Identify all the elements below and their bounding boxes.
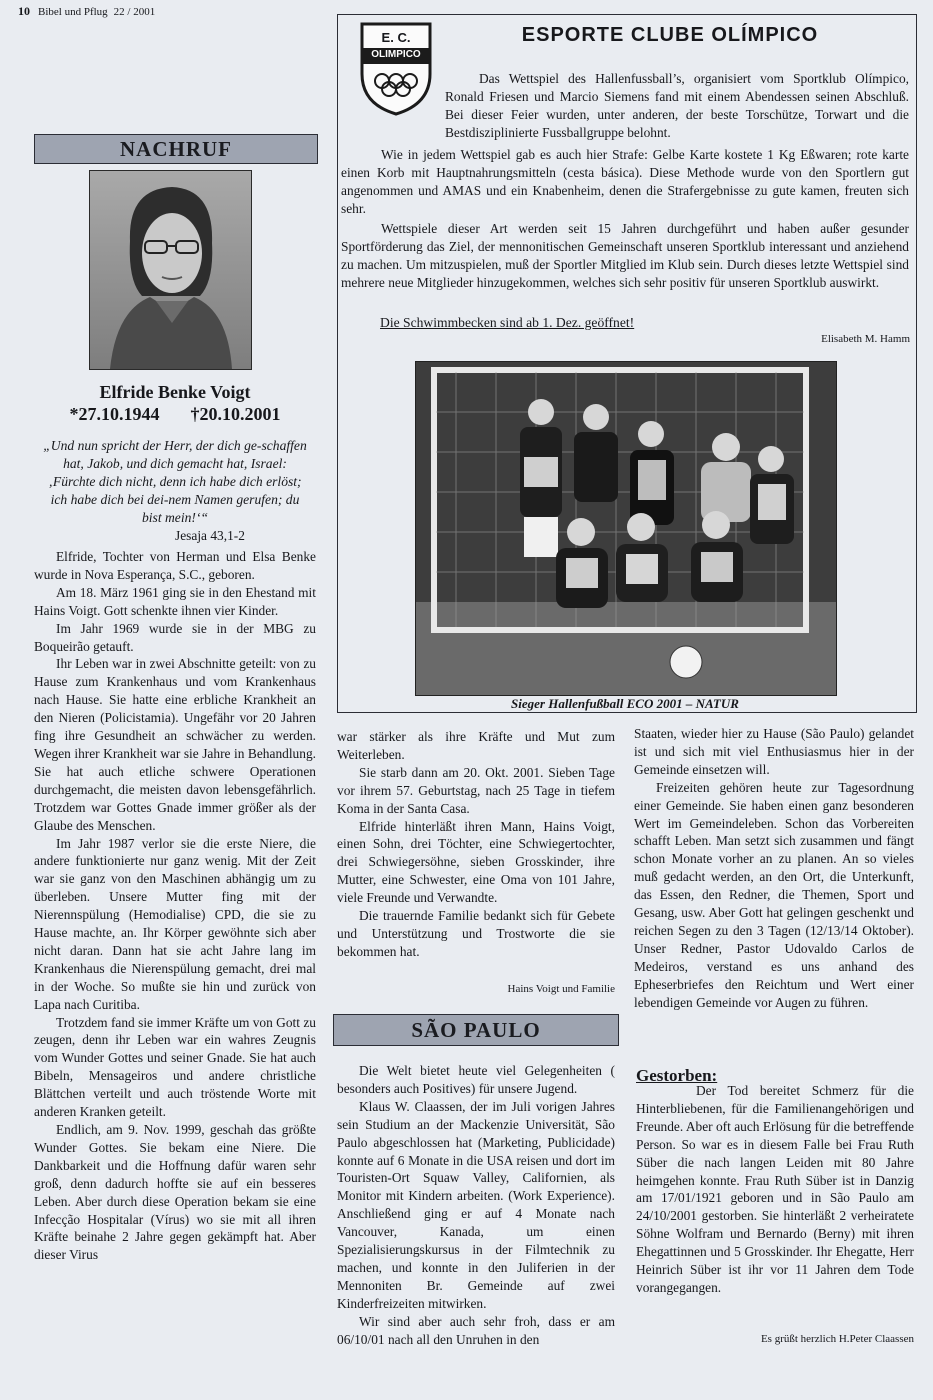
- sao-paulo-paragraph: Klaus W. Claassen, der im Juli vorigen Jahres sein Studium an der Mackenzie Universität, São Paulo abgeschlossen hat (Marketing, Publicidade) konnte auf 6 Monate in die USA reisen und dort im Touristen-Ort Squaw Valley, Californien, als Monitor mit Kindern arbeiten. (Work Experience). Anschließend ging er auf 4 Monate nach Vancouver, Kanada, um einen Spezialisierungskursus in der Filmtechnik zu machen, und konnte in den Juliferien in der Mennoniten Br. Gemeinde auf zwei Kinderfreizeiten mitwirken.: [337, 1098, 615, 1311]
- deceased-name: Elfride Benke Voigt: [99, 382, 251, 402]
- obituary-paragraph: Trotzdem fand sie immer Kräfte um von Gott zu zeugen, denn ihr Leben war ein wahres Zeugnis vom Wunder Gottes und seiner Gnade. Sie hat auch Bibeln, Mensageiros und andere christliche Blättchen verteilt und auch tröstende Worte mit anderen Kranken geteilt.: [34, 1014, 316, 1120]
- sport-text-2: Wie in jedem Wettspiel gab es auch hier Strafe: Gelbe Karte kostete 1 Kg Eßwaren; rote karte einen Korb mit Hauptnahrungsmitteln (cesta básica). Diese Methode wurde von den Sportlern gut angenommen und AMAS und ein Knabenheim, denen die Strafergebnisse zu gute kamen, freuten sich sehr.: [341, 147, 909, 216]
- obituary-paragraph: Im Jahr 1969 wurde sie in der MBG zu Boqueirão getauft.: [34, 620, 316, 654]
- logo-text-top: E. C.: [381, 30, 411, 45]
- sport-text-1: Das Wettspiel des Hallenfussball’s, organisiert vom Sportklub Olímpico, Ronald Friesen und Marcio Siemens fand mit einem Abendessen seinen Abschluß. Bei dieser Feier wurden, unter anderen, der beste Torschütze, Torwart und die Bestdisziplinierte Fussballgruppe belohnt.: [445, 71, 909, 140]
- club-logo: [356, 18, 436, 118]
- portrait-photo: [89, 170, 252, 370]
- publication-name: Bibel und Pflug: [38, 6, 108, 18]
- right-paragraph: Freizeiten gehören heute zur Tagesordnung einer Gemeinde. Sie haben einen ganz besonderen Wert im Gemeindeleben. Schon das Vorbereiten schafft Leben. Man setzt sich zusammen und fängt schon Monate vorher an zu planen. An so vieles muß gedacht werden, an den Ort, die Unterkunft, das Essen, den Redner, die Themen, Sport und Gesang, usw. Aber Gott hat gelingen geschenkt und reichen Segen zu den 3 Tagen (12/13/14 Oktober). Unser Redner, Pastor Udovaldo Carlos de Medeiros, verstand es uns anhand des Epheserbriefes den Reichtum und Wert einer lebendigen Gemeinde vor Augen zu führen.: [634, 779, 914, 1010]
- team-photo-image: [416, 362, 836, 695]
- obituary-paragraph: Endlich, am 9. Nov. 1999, geschah das größte Wunder Gottes. Sie bekam eine Niere. Die Dankbarkeit und die Hoffnung dafür waren sehr groß, denn dadurch hoffte sie auf ein besseres Leben. Aber durch diese Operation bekam sie eine Infecção Hospitalar (Vírus) wo sie mit all ihren Kräfte beinahe 2 Jahre gegen gekämpft hat. Aber dieser Virus: [34, 1122, 316, 1263]
- obituary-paragraph: Elfride, Tochter von Herman und Elsa Benke wurde in Nova Esperança, S.C., geboren.: [34, 549, 316, 582]
- obituary-paragraph: Ihr Leben war in zwei Abschnitte geteilt: von zu Hause zum Krankenhaus und vom Krankenhaus nach Hause. Sie hatte eine erbliche Krankheit an den Nieren (Policistamia). Ungefähr vor 20 Jahren fing ihre Gesundheit an schwächer zu werden. Wegen ihrer Krankheit war sie Jahre in Behandlung. Sie hat auch etliche schwere Operationen durchgemacht, die meisten davon lebensgefährlich. Trotzdem war Gottes Gnade immer größer als der Glaube des Menschen.: [34, 656, 316, 833]
- page-header: [18, 4, 155, 19]
- life-dates: [34, 403, 316, 425]
- logo-text-mid: OLIMPICO: [371, 49, 421, 60]
- sao-paulo-paragraph: Wir sind aber auch sehr froh, dass er am 06/10/01 nach all den Unruhen in den: [337, 1313, 615, 1347]
- sao-paulo-heading: SÃO PAULO: [333, 1014, 619, 1046]
- obituary-paragraph: war stärker als ihre Kräfte und Mut zum Weiterleben.: [337, 729, 615, 762]
- sao-paulo-text: [337, 1062, 615, 1349]
- obituary-paragraph: Die trauernde Familie bedankt sich für Gebete und Unterstützung und Trostworte die sie bekommen hat.: [337, 908, 615, 959]
- page-number: 10: [18, 4, 30, 18]
- obituary-signature: Hains Voigt und Familie: [507, 983, 615, 995]
- issue-number: 22 / 2001: [113, 6, 156, 18]
- verse-reference: Jesaja 43,1-2: [175, 528, 245, 543]
- sao-paulo-paragraph: Die Welt bietet heute viel Gelegenheiten ( besonders auch Positives) für unsere Jugend.: [337, 1063, 615, 1096]
- team-photo: [415, 361, 837, 696]
- gestorben-signature: Es grüßt herzlich H.Peter Claassen: [760, 1333, 914, 1345]
- obituary-text-left: [34, 548, 316, 1264]
- sport-signature: Elisabeth M. Hamm: [821, 333, 910, 345]
- nachruf-heading: NACHRUF: [34, 134, 318, 164]
- pool-notice: Die Schwimmbecken sind ab 1. Dez. geöffnet!: [380, 315, 635, 330]
- birth-date: *27.10.1944: [69, 404, 160, 424]
- gestorben-text: Der Tod bereitet Schmerz für die Hinterbliebenen, für die Familienangehörigen und Freunde. Aber oft auch Erlösung für die betreffende Person. So war es in diesem Falle bei Frau Ruth Süber die nach langen Leiden mit 80 Jahre heimgehen konnte. Frau Ruth Süber ist in Danzig am 17/01/1921 geboren und in São Paulo am 24/10/2001 gestorben. Sie hinterläßt 2 verheiratete Söhne Wolfram und Bernardo (Berny) mit ihren Ehegattinnen und 5 Grosskinder. Ihr Ehegatte, Herr Heinrich Süber ist ihr vor 11 Jahren dem Tode vorangegangen.: [636, 1083, 914, 1295]
- obituary-paragraph: Im Jahr 1987 verlor sie die erste Niere, die andere funktionierte nur ganz wenig. Mit der Zeit war sie ganz von den Maschinen abhängig um zu überleben. Unsere Mutter fing mit der Nierennspülung (Hemodialise) CPD, die sie zu Hause machte, an. Ihr Körper gewöhnte sich aber nicht daran. Dann hat sie acht Jahre lang im Krankenhaus die Nierenspülung gemacht, drei mal in der Woche. So mußte sie hin und zurück von Lapa nach Curitiba.: [34, 835, 316, 1012]
- right-paragraph: Staaten, wieder hier zu Hause (São Paulo) gelandet ist und sich mit viel Enthusiasmus hier in der Gemeinde einsetzen will.: [634, 726, 914, 777]
- photo-caption: Sieger Hallenfußball ECO 2001 – NATUR: [511, 696, 739, 711]
- sport-club-title: ESPORTE CLUBE OLÍMPICO: [521, 24, 819, 46]
- bible-verse: „Und nun spricht der Herr, der dich ge-schaffen hat, Jakob, und dich gemacht hat, Israel: ‚Fürchte dich nicht, denn ich habe dich erlöst; ich habe dich bei dei-nem Namen gerufen; du bist mein!‘“: [43, 438, 307, 525]
- death-date: †20.10.2001: [190, 404, 281, 424]
- obituary-paragraph: Am 18. März 1961 ging sie in den Ehestand mit Hains Voigt. Gott schenkte ihnen vier Kinder.: [34, 584, 316, 618]
- sport-text-3: Wettspiele dieser Art werden seit 15 Jahren durchgeführt und haben außer gesunder Sportförderung das Ziel, der mennonitischen Gemeinschaft unseren Sportklub interessant und anziehend zu machen. Um mitzuspielen, muß der Sportler Mitglied im Klub sein. Durch dieses letzte Wettspiel sind mehrere neue Mitglieder hinzugekommen, welches sich sehr positiv für unseren Sportklub auswirkt.: [341, 221, 909, 290]
- right-column-text: [634, 725, 914, 1012]
- obituary-paragraph: Sie starb dann am 20. Okt. 2001. Sieben Tage vor ihrem 57. Geburtstag, nach 25 Tage in tiefem Koma in der Santa Casa.: [337, 764, 615, 816]
- portrait-image: [90, 171, 251, 369]
- obituary-text-mid: [337, 728, 615, 961]
- gestorben-heading: Gestorben:: [636, 1066, 718, 1085]
- obituary-paragraph: Elfride hinterläßt ihren Mann, Hains Voigt, einen Sohn, drei Töchter, eine Schwiegertochter, drei Schwiegersöhne, sieben Grosskinder, ihre Mutter, eine Schwester, eine Oma von 101 Jahre, viele Freunde und Verwandte.: [337, 818, 615, 906]
